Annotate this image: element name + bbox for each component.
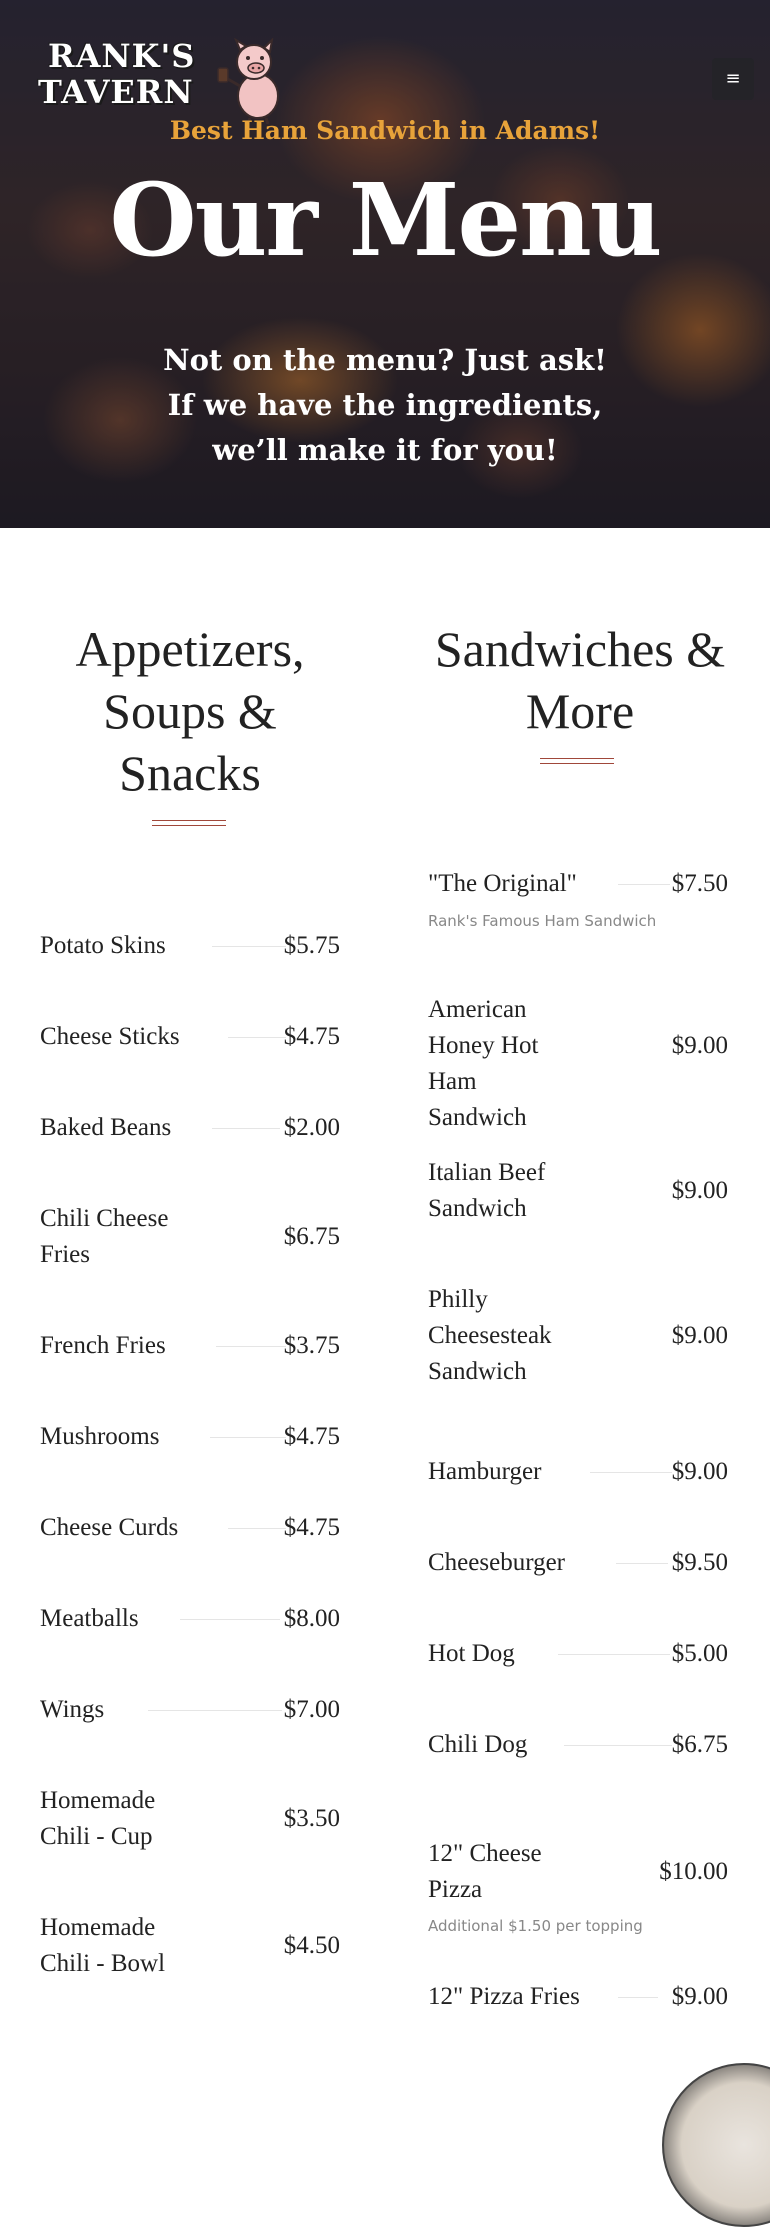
menu-item-price: $9.00 [671,1032,728,1059]
menu-item-name: Cheeseburger [428,1549,565,1576]
menu-item-name: Cheese Curds [40,1514,179,1541]
hero-banner [0,0,770,528]
tagline-text: Best Ham Sandwich in Adams! [169,116,601,145]
menu-item-price: $9.00 [671,1983,728,2010]
menu-item-price: $9.50 [671,1549,728,1576]
menu-item-name: Homemade Chili - Cup [40,1787,156,1850]
menu-item-name: 12" Pizza Fries [428,1983,580,2010]
leader-line [616,1563,668,1564]
leader-line [216,1346,286,1347]
menu-item-name: Cheese Sticks [40,1023,180,1050]
logo-line-2: TAVERN [38,73,194,111]
menu-item-description: Additional $1.50 per topping [428,1917,643,1935]
menu-item-name: Potato Skins [40,932,166,959]
menu-item-name: Homemade Chili - Bowl [40,1914,166,1977]
menu-item-price: $3.50 [283,1805,340,1832]
site-logo[interactable] [38,38,298,128]
menu-item-name: Baked Beans [40,1114,172,1141]
menu-section [0,528,770,2103]
menu-item-name: Meatballs [40,1605,139,1632]
menu-item-price: $7.50 [671,870,728,897]
menu-item-description: Rank's Famous Ham Sandwich [428,912,657,930]
menu-item-price: $4.50 [283,1932,340,1959]
menu-item-name: Chili Dog [428,1731,528,1758]
menu-item-price: $5.00 [671,1640,728,1667]
menu-item-name: American Honey Hot Ham Sandwich [428,996,539,1131]
leader-line [590,1472,672,1473]
menu-item-price: $7.00 [283,1696,340,1723]
leader-line [558,1654,670,1655]
logo-text [38,38,198,110]
menu-item-price: $9.00 [671,1458,728,1485]
page-subtitle: Not on the menu? Just ask! If we have the ingredients, we’ll make it for you! [163,343,607,467]
menu-item-price: $9.00 [671,1322,728,1349]
menu-item-price: $4.75 [283,1423,340,1450]
menu-item-price: $9.00 [671,1177,728,1204]
menu-item-name: Philly Cheesesteak Sandwich [428,1286,552,1385]
menu-item-name: French Fries [40,1332,166,1359]
menu-item-price: $8.00 [283,1605,340,1632]
menu-item-name: "The Original" [428,870,577,897]
menu-item-price: $6.75 [671,1731,728,1758]
leader-line [228,1528,286,1529]
menu-item-name: Mushrooms [40,1423,160,1450]
menu-item-price: $10.00 [659,1858,728,1885]
leader-line [210,1437,286,1438]
menu-item-price: $5.75 [283,932,340,959]
appetizers-heading: Appetizers, Soups & Snacks [75,621,305,801]
menu-item-price: $4.75 [283,1023,340,1050]
menu-item-price: $2.00 [283,1114,340,1141]
menu-item-name: Chili Cheese Fries [40,1205,169,1268]
leader-line [564,1745,672,1746]
menu-item-name: Italian Beef Sandwich [428,1159,546,1222]
leader-line [148,1710,282,1711]
leader-line [180,1619,280,1620]
pig-mascot-icon [214,38,294,124]
menu-item-price: $3.75 [283,1332,340,1359]
logo-line-1: RANK'S [48,37,196,75]
menu-item-name: 12" Cheese Pizza [428,1840,542,1903]
sandwiches-heading: Sandwiches & More [434,621,726,739]
menu-item-price: $6.75 [283,1223,340,1250]
page-title: Our Menu [109,161,661,279]
leader-line [618,1997,658,1998]
leader-line [212,946,286,947]
heading-divider [152,820,226,826]
heading-divider [540,758,614,764]
food-bowl-image [662,2063,770,2227]
tagline [0,116,770,145]
leader-line [212,1128,280,1129]
menu-item-price: $4.75 [283,1514,340,1541]
leader-line [618,884,670,885]
hamburger-menu-icon: ≡ [725,68,741,89]
menu-item-name: Wings [40,1696,105,1723]
leader-line [228,1037,286,1038]
menu-item-name: Hamburger [428,1458,542,1485]
menu-item-name: Hot Dog [428,1640,515,1667]
hamburger-menu-button[interactable] [712,58,754,100]
